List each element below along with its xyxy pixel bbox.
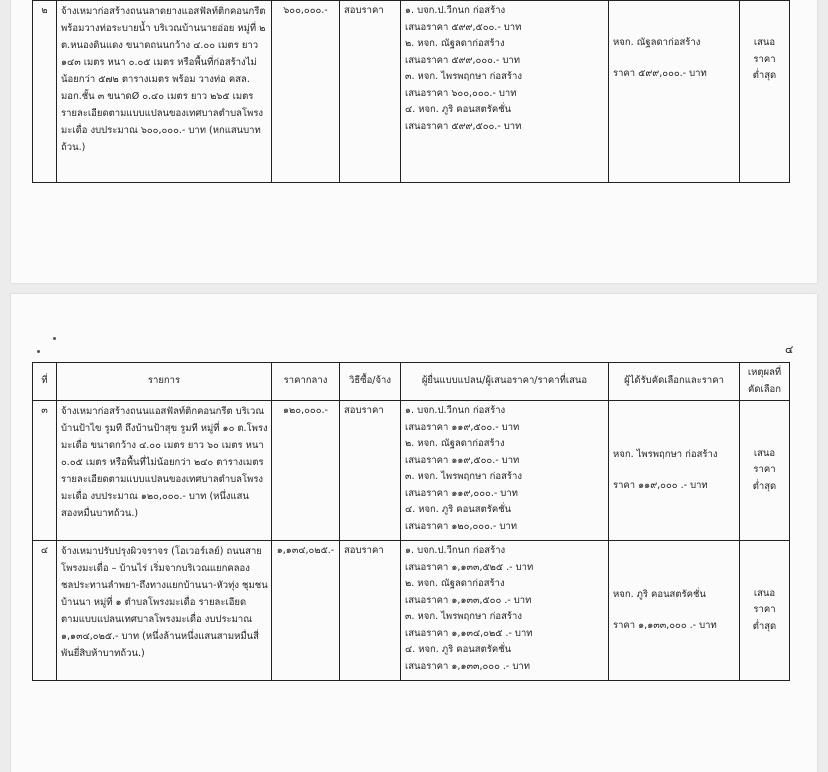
median-price: ๖๐๐,๐๐๐.- — [272, 1, 340, 183]
bidder-line: ๒. หจก. ณัฐลดาก่อสร้าง — [405, 38, 505, 49]
median-price: ๑๒๐,๐๐๐.- — [272, 401, 340, 541]
reason-line: ต่ำสุด — [752, 70, 777, 81]
document-page-top — [11, 0, 817, 283]
document-page-bottom — [11, 294, 817, 772]
bidder-line: ๒. หจก. ณัฐลดาก่อสร้าง — [405, 438, 505, 449]
description-line: น้อยกว่า ๕๗๒ ตารางเมตร พร้อม วางท่อ คสล. — [61, 74, 250, 85]
description-line: บ้านนา หมู่ที่ ๑ ตำบลโพรงมะเดื่อ รายละเอียด — [61, 597, 247, 608]
reason-line: ราคา — [753, 53, 776, 65]
page-number: ๔ — [785, 343, 794, 356]
bidder-line: ๓. หจก. ไพรพฤกษา ก่อสร้าง — [405, 71, 523, 82]
description-line: ต.หนองดินแดง ขนาดถนนกว้าง ๔.๐๐ เมตร ยาว — [61, 40, 259, 51]
bidder-line: เสนอราคา ๑,๑๓๔,๐๒๕ .- บาท — [405, 627, 533, 639]
header-method: วิธีซื้อ/จ้าง — [340, 363, 401, 401]
bidder-line: ๒. หจก. ณัฐลดาก่อสร้าง — [405, 578, 505, 589]
description-line: จ้างเหมาปรับปรุงผิวจราจร (โอเวอร์เลย์) ถนนสาย — [61, 546, 262, 557]
table-row — [33, 1, 790, 183]
row-number: ๔ — [33, 541, 57, 681]
procurement-method: สอบราคา — [340, 1, 401, 183]
description-line: มะเดื่อ งบประมาณ ๖๐๐,๐๐๐.- บาท (หกแสนบาท — [61, 125, 261, 136]
reason-line: ต่ำสุด — [752, 620, 777, 632]
bidders-list — [401, 541, 609, 681]
scan-speck — [53, 337, 56, 340]
bidder-line: เสนอราคา ๕๙๙,๐๐๐.- บาท — [405, 54, 521, 66]
bidder-line: เสนอราคา ๑,๑๓๓,๐๐๐ .- บาท — [405, 660, 530, 672]
description-line: จ้างเหมาก่อสร้างถนนแอสฟัลท์ติกคอนกรีต บริเวณ — [61, 406, 265, 417]
bidder-line: ๑. บจก.ป.วีกนก ก่อสร้าง — [405, 545, 506, 556]
bidder-line: เสนอราคา ๕๙๙,๕๐๐.- บาท — [405, 21, 522, 33]
bidder-line: ๑. บจก.ป.วีกนก ก่อสร้าง — [405, 405, 506, 416]
description-line: ชลประทานลำพยา-ถึงทางแยกบ้านนา-หัวทุ่ง ชุมชน — [61, 580, 268, 591]
bidder-line: เสนอราคา ๑,๑๓๓,๕๐๐ .- บาท — [405, 594, 532, 606]
item-description — [57, 541, 272, 681]
row-number: ๒ — [33, 1, 57, 183]
reason-line: ต่ำสุด — [752, 480, 777, 492]
description-line: มะเดื่อ ขนาดกว้าง ๔.๐๐ เมตร ยาว ๖๐ เมตร หนา — [61, 440, 264, 451]
bidder-line: เสนอราคา ๑๑๙,๕๐๐.- บาท — [405, 454, 520, 466]
table-header-row — [33, 363, 790, 401]
selection-reason — [740, 401, 790, 541]
description-line: ๑,๑๓๔,๐๒๕.- บาท (หนึ่งล้านหนึ่งแสนสามหมื่นสี่ — [61, 631, 259, 642]
description-line: สองหมื่นบาทถ้วน.) — [61, 508, 139, 519]
description-line: จ้างเหมาก่อสร้างถนนลาดยางแอสฟัลท์ติกคอนกรีต — [61, 6, 266, 17]
description-line: รายละเอียดตามแบบแปลนของเทศบาลตำบลโพรง — [61, 474, 264, 485]
selection-reason — [740, 1, 790, 183]
header-winner: ผู้ได้รับคัดเลือกและราคา — [609, 363, 740, 401]
bidders-list — [401, 1, 609, 183]
winner-price: ราคา ๕๙๙,๐๐๐.- บาท — [613, 67, 707, 79]
reason-line: ราคา — [753, 604, 776, 616]
header-reason: เหตุผลที่คัดเลือก — [740, 363, 790, 401]
table-row — [33, 541, 790, 681]
selection-reason — [740, 541, 790, 681]
description-line: มะเดื่อ งบประมาณ ๑๒๐,๐๐๐.- บาท (หนึ่งแสน — [61, 491, 249, 502]
item-description — [57, 401, 272, 541]
reason-line: เสนอ — [753, 37, 776, 48]
winner-name: หจก. ณัฐลดาก่อสร้าง — [613, 37, 701, 48]
header-item: รายการ — [57, 363, 272, 401]
reason-line: เสนอ — [753, 587, 776, 599]
bidder-line: ๔. หจก. ภูริ คอนสตรัคชั่น — [405, 504, 512, 515]
scan-speck — [37, 350, 40, 353]
description-line: ถ้วน.) — [61, 142, 86, 153]
bidder-line: เสนอราคา ๑๑๙,๐๐๐.- บาท — [405, 487, 518, 499]
header-no: ที่ — [33, 363, 57, 401]
bidder-line: ๔. หจก. ภูริ คอนสตรัคชั่น — [405, 104, 512, 115]
bidder-line: ๔. หจก. ภูริ คอนสตรัคชั่น — [405, 644, 512, 655]
header-bidders: ผู้ยื่นแบบแปลน/ผู้เสนอราคา/ราคาที่เสนอ — [401, 363, 609, 401]
selected-contractor — [609, 541, 740, 681]
winner-price: ราคา ๑๑๙,๐๐๐ .- บาท — [613, 479, 708, 491]
winner-price: ราคา ๑,๑๓๓,๐๐๐ .- บาท — [613, 619, 717, 631]
bidder-line: เสนอราคา ๕๙๙,๕๐๐.- บาท — [405, 120, 522, 132]
procurement-method: สอบราคา — [340, 541, 401, 681]
description-line: พร้อมวางท่อระบายน้ำ บริเวณบ้านนายอ่อย หมู่ที่ ๒ — [61, 23, 266, 34]
median-price: ๑,๑๓๔,๐๒๕.- — [272, 541, 340, 681]
reason-line: เสนอ — [753, 447, 776, 459]
bidder-line: ๓. หจก. ไพรพฤกษา ก่อสร้าง — [405, 611, 523, 622]
bidders-list — [401, 401, 609, 541]
row-number: ๓ — [33, 401, 57, 541]
selected-contractor — [609, 1, 740, 183]
reason-line: ราคา — [753, 464, 776, 476]
description-line: มอก.ชั้น ๓ ขนาดØ ๐.๔๐ เมตร ยาว ๒๖๕ เมตร — [61, 91, 254, 102]
description-line: โพรงมะเดื่อ – บ้านไร่ เริ่มจากบริเวณแยกคลอง — [61, 563, 250, 574]
description-line: พันยี่สิบห้าบาทถ้วน.) — [61, 648, 145, 659]
bidder-line: เสนอราคา ๖๐๐,๐๐๐.- บาท — [405, 87, 517, 99]
procurement-table — [32, 362, 790, 681]
bidder-line: ๓. หจก. ไพรพฤกษา ก่อสร้าง — [405, 471, 523, 482]
description-line: บ้านป้าไข รูมที ถึงบ้านป้าสุข รูมที หมู่ที่ ๑๐ ต.โพรง — [61, 423, 268, 434]
item-description — [57, 1, 272, 183]
bidder-line: เสนอราคา ๑,๑๓๓,๕๒๕ .- บาท — [405, 561, 534, 573]
procurement-table-top — [32, 0, 790, 183]
selected-contractor — [609, 401, 740, 541]
winner-name: หจก. ไพรพฤกษา ก่อสร้าง — [613, 449, 718, 460]
procurement-method: สอบราคา — [340, 401, 401, 541]
bidder-line: เสนอราคา ๑๒๐,๐๐๐.- บาท — [405, 520, 517, 532]
winner-name: หจก. ภูริ คอนสตรัคชั่น — [613, 589, 706, 600]
description-line: รายละเอียดตามแบบแปลนของเทศบาลตำบลโพรง — [61, 108, 264, 119]
header-price: ราคากลาง — [272, 363, 340, 401]
bidder-line: ๑. บจก.ป.วีกนก ก่อสร้าง — [405, 5, 506, 16]
bidder-line: เสนอราคา ๑๑๙,๕๐๐.- บาท — [405, 421, 520, 433]
description-line: ๑๔๓ เมตร หนา ๐.๐๕ เมตร หรือพื้นที่ก่อสร้างไม่ — [61, 57, 257, 68]
description-line: ตามแบบแปลนเทศบาลโพรงมะเดื่อ งบประมาณ — [61, 614, 253, 625]
description-line: ๐.๐๕ เมตร หรือพื้นที่ไม่น้อยกว่า ๒๔๐ ตารางเมตร — [61, 457, 264, 468]
table-row — [33, 401, 790, 541]
